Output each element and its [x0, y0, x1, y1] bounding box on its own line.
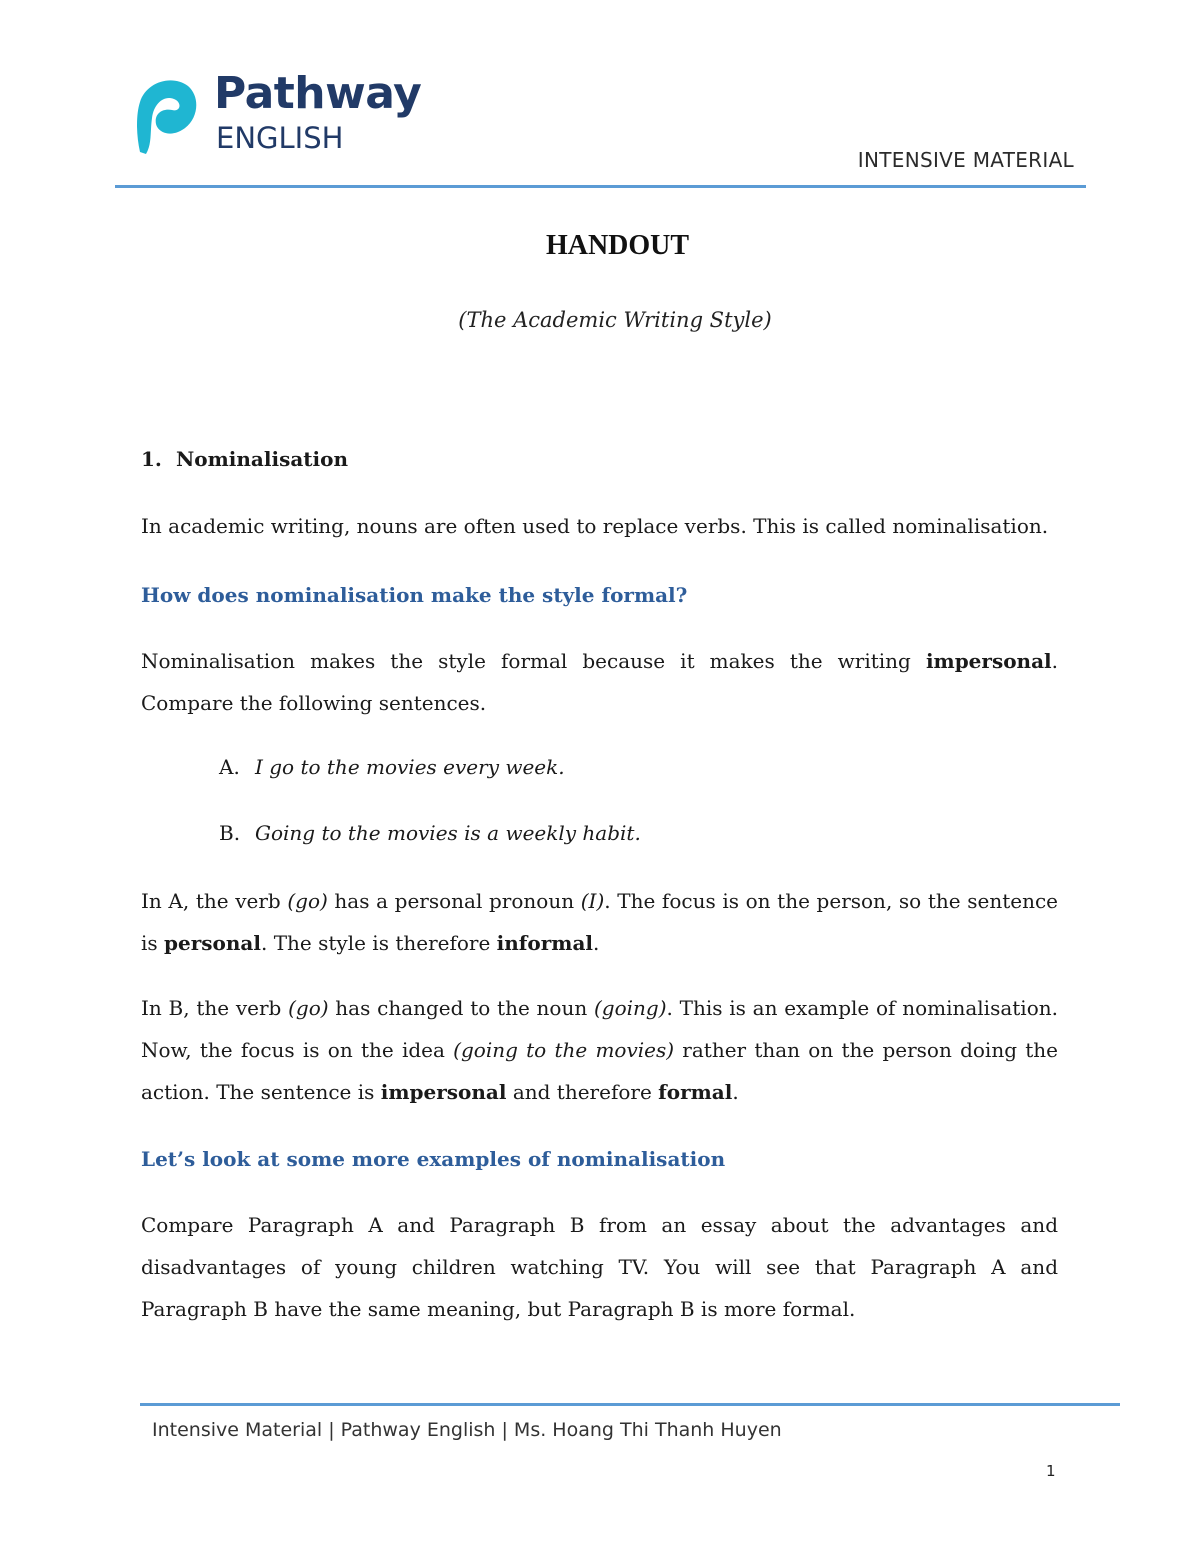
text-run: . This is an example of nominalisation. Now, the focus is on the idea — [141, 996, 1058, 1062]
example-marker: B. — [219, 821, 241, 845]
question-heading-examples: Let’s look at some more examples of nominalisation — [141, 1147, 726, 1171]
italic-term: (going) — [593, 996, 667, 1020]
text-run: . The style is therefore — [260, 931, 497, 955]
text-run: . — [732, 1080, 739, 1104]
bold-term: informal — [496, 931, 594, 955]
text-run: . — [593, 931, 600, 955]
example-item-b — [219, 821, 641, 845]
header-divider — [115, 185, 1086, 188]
footer-text: Intensive Material | Pathway English | Ms. Hoang Thi Thanh Huyen — [152, 1419, 782, 1441]
example-text: I go to the movies every week. — [255, 755, 565, 779]
text-run: . The focus is on the person, so the sentence is — [141, 889, 1059, 955]
text-run: . Compare the following sentences. — [141, 649, 1058, 715]
document-subtitle: (The Academic Writing Style) — [458, 308, 772, 332]
bold-term: formal — [658, 1080, 733, 1104]
page-number: 1 — [1046, 1462, 1056, 1480]
intro-paragraph: In academic writing, nouns are often used to replace verbs. This is called nominalisation. — [141, 514, 1049, 538]
italic-term: (go) — [288, 996, 329, 1020]
section-heading — [141, 447, 348, 471]
italic-term: (I) — [580, 889, 605, 913]
pathway-p-icon — [132, 74, 202, 158]
logo-word-english: ENGLISH — [216, 121, 344, 155]
footer-divider — [140, 1403, 1120, 1406]
section-number: 1. — [141, 447, 162, 471]
italic-term: (go) — [287, 889, 328, 913]
italic-term: (going to the movies) — [453, 1038, 675, 1062]
text-run: rather than on the person doing the action. The sentence is — [141, 1038, 1059, 1104]
text-run: Nominalisation makes the style formal because it makes the writing — [141, 649, 926, 673]
logo-word-pathway: Pathway — [214, 68, 422, 119]
text-run: In A, the verb — [141, 889, 288, 913]
text-run: has changed to the noun — [328, 996, 594, 1020]
paragraph-explanation-b — [141, 987, 1058, 1113]
bold-term: impersonal — [380, 1080, 507, 1104]
text-run: has a personal pronoun — [327, 889, 581, 913]
pathway-english-logo — [132, 68, 422, 158]
paragraph-impersonal — [141, 640, 1058, 724]
text-run: and therefore — [506, 1080, 659, 1104]
section-heading-text: Nominalisation — [176, 447, 349, 471]
paragraph-explanation-a — [141, 880, 1058, 964]
text-run: In B, the verb — [141, 996, 289, 1020]
example-text: Going to the movies is a weekly habit. — [255, 821, 641, 845]
paragraph-compare: Compare Paragraph A and Paragraph B from an essay about the advantages and disadvantages of young children watching TV. You will see that Paragraph A and Paragraph B have the same meaning, but Paragraph B is more formal. — [141, 1213, 1058, 1321]
header-label: INTENSIVE MATERIAL — [857, 148, 1074, 172]
bold-term: personal — [164, 931, 261, 955]
question-heading-formal: How does nominalisation make the style formal? — [141, 583, 688, 607]
bold-term: impersonal — [925, 649, 1052, 673]
example-marker: A. — [219, 755, 240, 779]
example-item-a — [219, 755, 565, 779]
document-title: HANDOUT — [545, 230, 690, 261]
